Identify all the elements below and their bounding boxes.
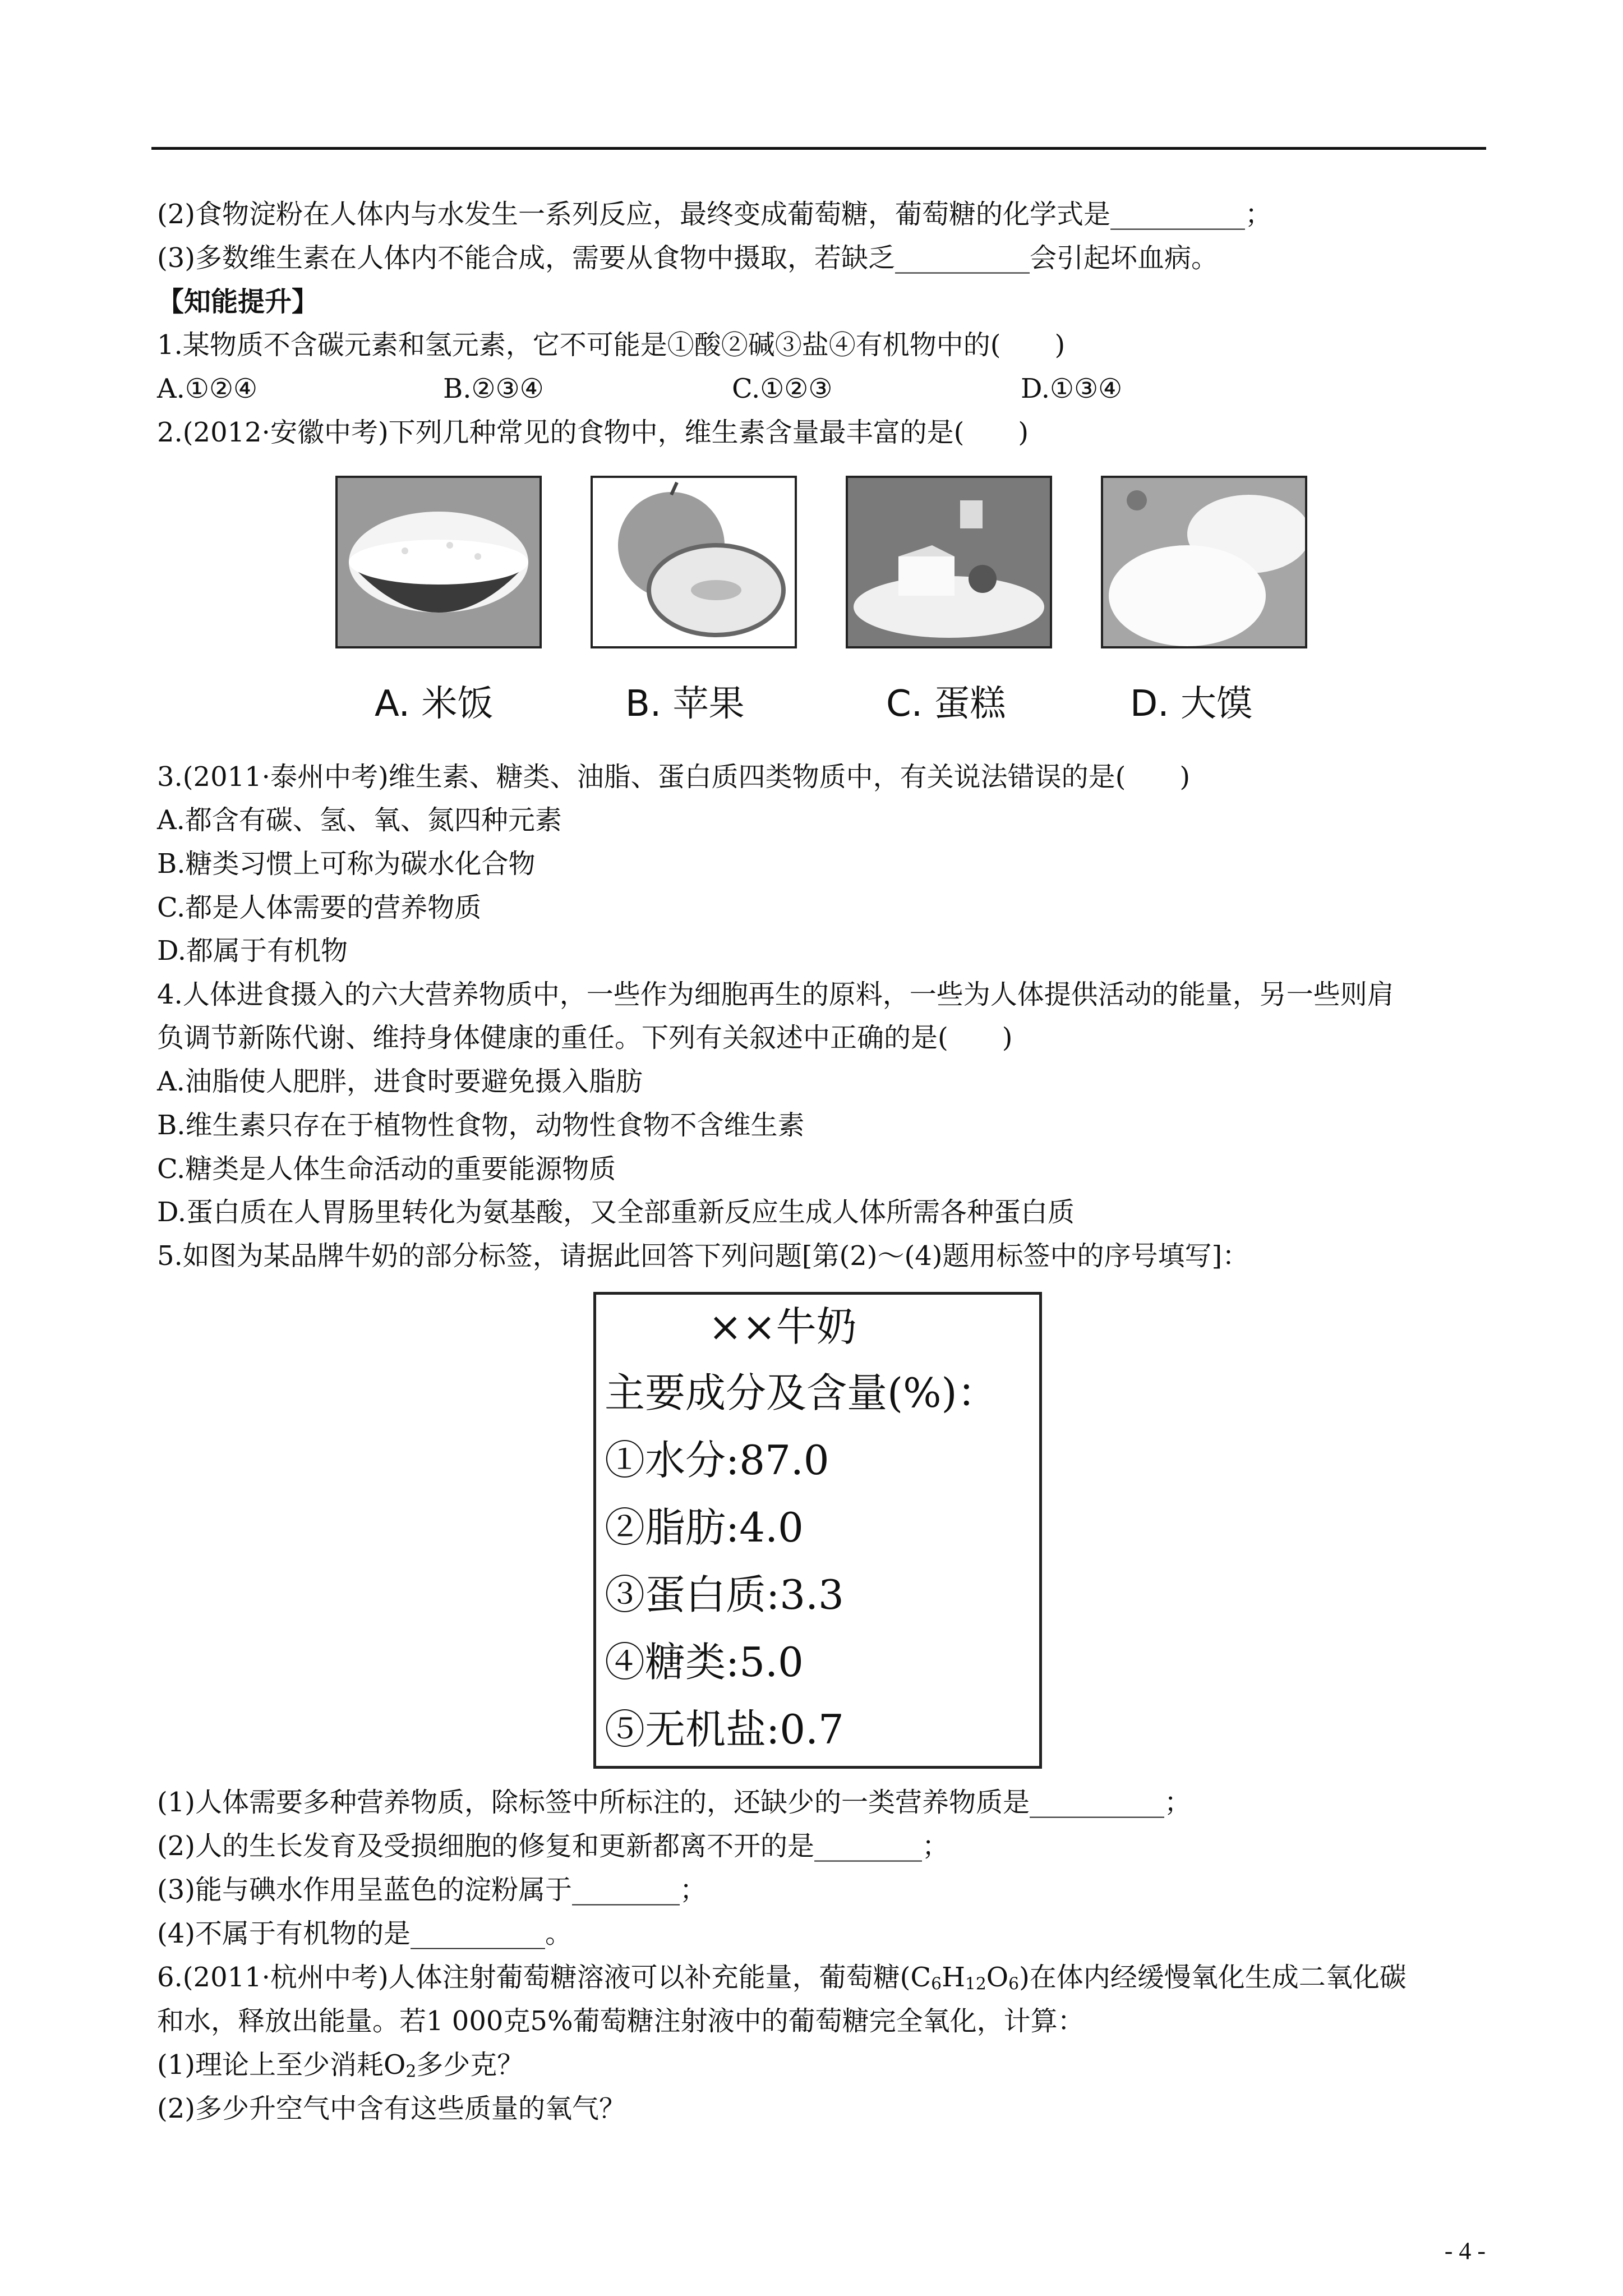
milk-label-item-fat: ②脂肪:4.0	[605, 1504, 804, 1551]
question-5-sub-2: (2)人的生长发育及受损细胞的修复和更新都离不开的是________；	[157, 1830, 949, 1862]
question-3-stem: 3.(2011·泰州中考)维生素、糖类、油脂、蛋白质四类物质中，有关说法错误的是( )	[157, 761, 1191, 793]
question-4-stem-line2: 负调节新陈代谢、维持身体健康的重任。下列有关叙述中正确的是( )	[157, 1022, 1013, 1053]
q6-sub-o: 6	[1008, 1974, 1020, 1994]
question-3-option-b: B.糖类习惯上可称为碳水化合物	[157, 848, 536, 880]
question-1-stem: 1.某物质不含碳元素和氢元素，它不可能是①酸②碱③盐④有机物中的( )	[157, 329, 1066, 361]
apple-image	[591, 476, 797, 648]
question-1-option-b: B.②③④	[443, 373, 544, 404]
question-5-sub-1: (1)人体需要多种营养物质，除标签中所标注的，还缺少的一类营养物质是__________；	[157, 1787, 1191, 1818]
question-1-option-a: A.①②④	[157, 373, 258, 404]
question-3-option-d: D.都属于有机物	[157, 935, 348, 967]
question-3-option-c: C.都是人体需要的营养物质	[157, 892, 482, 923]
caption-cake: C. 蛋糕	[886, 683, 1006, 725]
question-1-option-c: C.①②③	[732, 373, 833, 404]
question-4-option-b: B.维生素只存在于植物性食物，动物性食物不含维生素	[157, 1110, 805, 1141]
q6-text-h: H	[942, 1962, 965, 1993]
question-5-sub-4: (4)不属于有机物的是__________。	[157, 1918, 572, 1949]
caption-bun: D. 大馍	[1130, 683, 1252, 725]
caption-apple: B. 苹果	[625, 683, 745, 725]
q6-sub1-text-b: 多少克？	[416, 2049, 524, 2081]
question-5-stem: 5.如图为某品牌牛奶的部分标签，请据此回答下列问题[第(2)～(4)题用标签中的序号填写]：	[157, 1240, 1249, 1272]
question-2-stem: 2.(2012·安徽中考)下列几种常见的食物中，维生素含量最丰富的是( )	[157, 417, 1029, 448]
caption-rice: A. 米饭	[375, 683, 494, 725]
milk-label-title: ××牛奶	[708, 1303, 857, 1350]
question-4-option-c: C.糖类是人体生命活动的重要能源物质	[157, 1153, 616, 1185]
question-3-option-a: A.都含有碳、氢、氧、氮四种元素	[157, 804, 562, 836]
page-number: - 4 -	[1444, 2237, 1486, 2265]
steamed-buns-image	[1101, 476, 1307, 648]
question-6-stem-line1	[157, 1961, 1407, 2001]
prev-q-part3: (3)多数维生素在人体内不能合成，需要从食物中摄取，若缺乏__________会引起坏血病。	[157, 242, 1218, 274]
milk-label-item-salt: ⑤无机盐:0.7	[605, 1706, 844, 1753]
question-4-stem-line1: 4.人体进食摄入的六大营养物质中，一些作为细胞再生的原料，一些为人体提供活动的能量，另一些则肩	[157, 979, 1394, 1010]
question-6-stem-line2: 和水，释放出能量。若1 000克5%葡萄糖注射液中的葡萄糖完全氧化，计算：	[157, 2005, 1085, 2037]
milk-label-item-sugar: ④糖类:5.0	[605, 1639, 804, 1686]
milk-label-subtitle: 主要成分及含量(%)：	[605, 1369, 998, 1416]
rice-bowl-image	[335, 476, 542, 648]
q6-text-a: 6.(2011·杭州中考)人体注射葡萄糖溶液可以补充能量，葡萄糖(C	[157, 1962, 932, 1993]
question-6-sub-2: (2)多少升空气中含有这些质量的氧气？	[157, 2093, 626, 2124]
q6-sub1-text-a: (1)理论上至少消耗O	[157, 2049, 406, 2081]
milk-label-item-water: ①水分:87.0	[605, 1437, 829, 1484]
milk-label-box	[593, 1292, 1042, 1769]
question-4-option-d: D.蛋白质在人胃肠里转化为氨基酸，又全部重新反应生成人体所需各种蛋白质	[157, 1197, 1075, 1228]
question-5-sub-3: (3)能与碘水作用呈蓝色的淀粉属于________；	[157, 1874, 707, 1906]
q6-sub1-o2-sub: 2	[405, 2062, 417, 2082]
question-1-option-d: D.①③④	[1021, 373, 1123, 404]
question-4-option-a: A.油脂使人肥胖，进食时要避免摄入脂肪	[157, 1066, 643, 1097]
q6-text-o: O	[986, 1962, 1009, 1993]
q6-text-b: )在体内经缓慢氧化生成二氧化碳	[1019, 1962, 1407, 1993]
q6-sub-h: 12	[965, 1974, 986, 1994]
cake-plate-image	[846, 476, 1052, 648]
question-6-sub-1	[157, 2048, 524, 2088]
header-rule	[151, 147, 1486, 150]
prev-q-part2: (2)食物淀粉在人体内与水发生一系列反应，最终变成葡萄糖，葡萄糖的化学式是__________；	[157, 199, 1272, 230]
section-title: 【知能提升】	[157, 286, 319, 318]
q6-sub-c: 6	[931, 1974, 942, 1994]
milk-label-item-protein: ③蛋白质:3.3	[605, 1571, 844, 1618]
